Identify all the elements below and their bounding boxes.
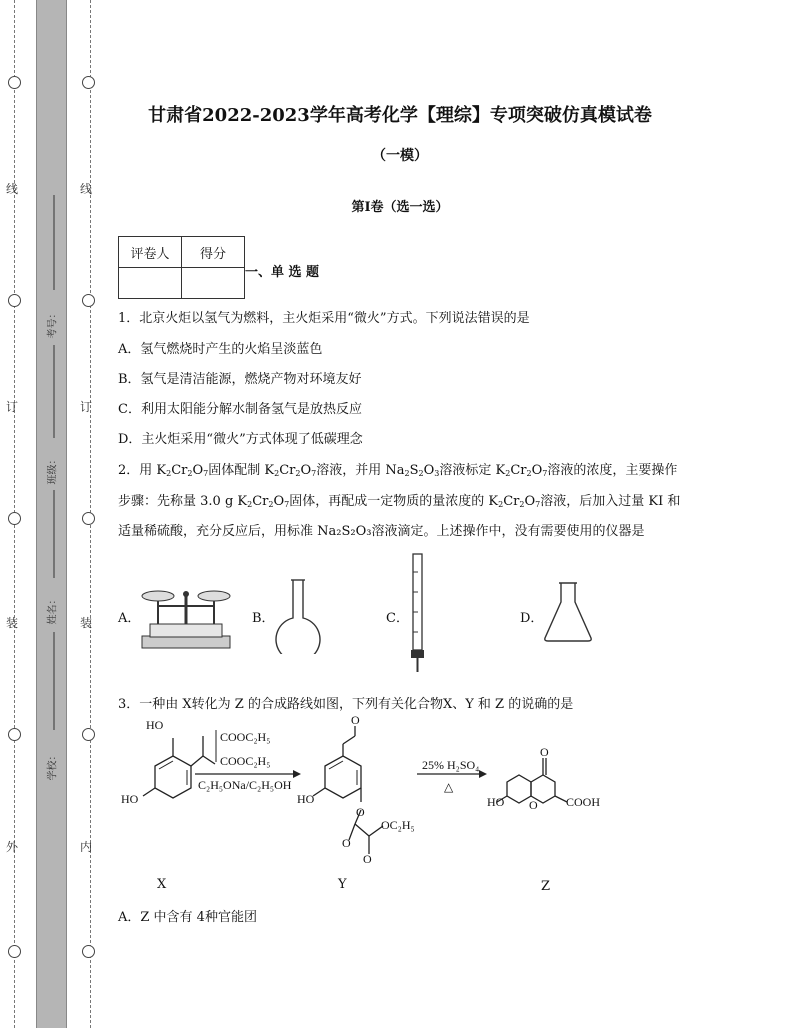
y-oc2h5: OC₂H₅ xyxy=(381,818,415,832)
y-o-carbonyl2: O xyxy=(363,852,372,866)
q1-stem: 1．北京火炬以氢气为燃料，主火炬采用“微火”方式。下列说法错误的是 xyxy=(118,311,530,326)
q1-option-d: D．主火炬采用“微火”方式体现了低碳理念 xyxy=(118,432,363,447)
q1-option-b: B．氢气是清洁能源，燃烧产物对环境友好 xyxy=(118,372,362,387)
reagent2-top: 25% H₂SO₄ xyxy=(422,758,480,772)
binding-field-lines xyxy=(44,0,64,1028)
binding-hole-icon xyxy=(82,76,95,89)
q2-option-c: C． xyxy=(386,611,409,626)
q3-option-a: A．Z 中含有 4种官能团 xyxy=(118,910,257,925)
binding-hole-icon xyxy=(82,728,95,741)
reagent2-bottom: △ xyxy=(444,780,454,794)
q2-line-1: 2．用 $K_2Cr_2O_7$固体配制 $K_2Cr_2O_7$溶液，并用 $Na_2S_2O_3$溶液标定 $K_2Cr_2O_7$溶液的浓度，主要操作 xyxy=(118,463,678,478)
class-label: 班级： xyxy=(47,454,59,485)
binding-hole-icon xyxy=(82,294,95,307)
reagent1-top2: COOC₂H₅ xyxy=(220,754,271,768)
binding-hole-icon xyxy=(8,728,21,741)
section-title: 第I卷（选一选） xyxy=(351,200,449,215)
burette-icon xyxy=(406,552,430,676)
binding-hole-icon xyxy=(8,294,21,307)
z-o-ring: O xyxy=(529,798,538,812)
z-cooh: COOH xyxy=(566,795,601,809)
z-ho: HO xyxy=(487,795,505,809)
label-z: Z xyxy=(541,879,551,894)
x-ho-top: HO xyxy=(146,718,164,732)
z-o-top: O xyxy=(540,745,549,759)
binding-char: 装 xyxy=(80,616,93,630)
binding-hole-icon xyxy=(8,76,21,89)
score-table xyxy=(118,236,245,299)
binding-hole-icon xyxy=(82,512,95,525)
q1-option-c: C．利用太阳能分解水制备氢气是放热反应 xyxy=(118,402,362,417)
binding-hole-icon xyxy=(82,945,95,958)
balance-scale-icon xyxy=(138,582,234,654)
school-label: 学校： xyxy=(47,750,59,781)
x-ho-bottom: HO xyxy=(121,792,139,806)
binding-char: 订 xyxy=(80,400,93,414)
q2-option-a: A． xyxy=(118,611,141,626)
y-o-top: O xyxy=(351,713,360,727)
name-label: 姓名： xyxy=(47,594,59,625)
binding-char: 线 xyxy=(6,182,19,196)
reagent1-bottom: C₂H₅ONa/C₂H₅OH xyxy=(198,778,292,792)
part-heading: 一、单 选 题 xyxy=(245,265,320,280)
binding-hole-icon xyxy=(8,945,21,958)
label-x: X xyxy=(157,877,167,892)
binding-char: 线 xyxy=(80,182,93,196)
binding-char: 订 xyxy=(6,400,19,414)
score-header: 得分 xyxy=(182,237,245,268)
q3-stem: 3．一种由 X转化为 Z 的合成路线如图，下列有关化合物X、Y 和 Z 的说确的是 xyxy=(118,697,574,712)
q2-line-2: 步骤：先称量 3.0 g $K_2Cr_2O_7$固体，再配成一定物质的量浓度的 $K_2Cr_2O_7$溶液，后加入过量 KI 和 xyxy=(118,494,681,509)
exam-number-label: 考号： xyxy=(47,308,59,339)
score-cell[interactable] xyxy=(182,268,245,299)
reviewer-header: 评卷人 xyxy=(119,237,182,268)
q2-option-b: B． xyxy=(252,611,275,626)
y-ho: HO xyxy=(297,792,315,806)
exam-subtitle: （一模） xyxy=(372,148,428,164)
q2-option-d: D． xyxy=(520,611,544,626)
q2-line-3: 适量稀硫酸，充分反应后，用标准 Na₂S₂O₃溶液滴定。上述操作中，没有需要使用的仪器是 xyxy=(118,524,645,539)
volumetric-flask-icon xyxy=(272,578,322,654)
y-o-ester: O xyxy=(356,805,365,819)
reviewer-cell[interactable] xyxy=(119,268,182,299)
label-y: Y xyxy=(338,877,347,892)
binding-hole-icon xyxy=(8,512,21,525)
y-o-carbonyl1: O xyxy=(342,836,351,850)
binding-char: 内 xyxy=(80,840,93,854)
reagent1-top1: COOC₂H₅ xyxy=(220,730,271,744)
exam-title: 甘肃省2022-2023学年高考化学【理综】专项突破仿真模试卷 xyxy=(148,105,652,126)
binding-char: 外 xyxy=(6,840,19,854)
q1-option-a: A．氢气燃烧时产生的火焰呈淡蓝色 xyxy=(118,342,323,357)
binding-char: 装 xyxy=(6,616,19,630)
erlenmeyer-flask-icon xyxy=(542,580,594,644)
